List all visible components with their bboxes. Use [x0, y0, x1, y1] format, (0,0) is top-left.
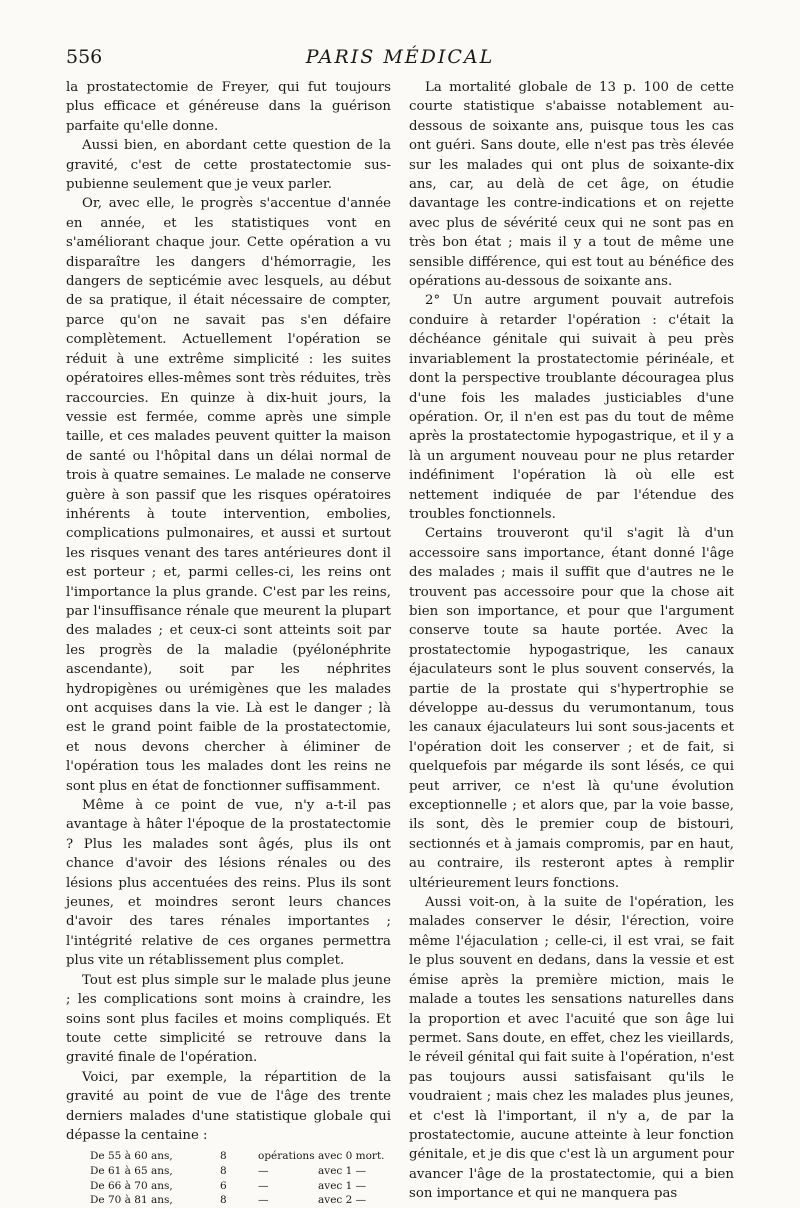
table-row: [90, 1193, 391, 1208]
operation-count: 8: [220, 1194, 227, 1207]
paragraph: Or, avec elle, le progrès s'accentue d'année en année, et les statistiques vont en s'améliorant chaque jour. Cette opération a vu disparaître les dangers d'hémorragie, les dangers de septicémie avec lesquels, au début de sa pratique, il était nécessaire de compter, parce qu'on ne savait pas s'en défaire complètement. Actuellement l'opération se réduit à une extrême simplicité : les suites opératoires elles-mêmes sont très réduites, très raccourcies. En quinze à dix-huit jours, la vessie est fermée, comme après une simple taille, et ces malades peuvent quitter la maison de santé ou l'hôpital dans un délai normal de trois à quatre semaines. Le malade ne conserve guère à son passif que les risques opératoires inhérents à toute intervention, embolies, complications pulmonaires, et aussi et surtout les risques venant des tares antérieures dont il est porteur ; et, parmi celles-ci, les reins ont l'importance la plus grande. C'est par les reins, par l'insuffisance rénale que meurent la plupart des malades ; et ceux-ci sont atteints soit par les progrès de la maladie (pyélonéphrite ascendante), soit par les néphrites hydropigènes ou urémigènes que les malades ont acquises dans la vie. Là est le danger ; là est le grand point faible de la prostatectomie, et nous devons chercher à éliminer de l'opération tous les malades dont les reins ne sont plus en état de fonctionner suffisamment.: [66, 196, 391, 794]
paragraph: Aussi voit-on, à la suite de l'opération, les malades conserver le désir, l'érection, voire même l'éjaculation ; celle-ci, il est vrai, se fait le plus souvent en dedans, dans la vessie et est émise après la première miction, mais le malade a toutes les sensations naturelles dans la proportion et avec l'acuité que son âge lui permet. Sans doute, en effet, chez les vieillards, le réveil génital qui fait suite à l'opération, n'est pas toujours aussi satisfaisant qu'ils le voudraient ; mais chez les malades plus jeunes, et c'est là l'important, il n'y a, de par la prostatectomie, aucune atteinte à leur fonction génitale, et je dis que c'est là un argument pour avancer l'âge de la prostatectomie, qui a bien son importance et qui ne manquera pas: [409, 895, 734, 1202]
operation-count: 6: [220, 1179, 227, 1192]
operation-label: —: [258, 1194, 269, 1207]
age-range: De 55 à 60 ans,: [90, 1150, 173, 1163]
left-column: [66, 78, 391, 1208]
death-count: avec 1 —: [318, 1179, 367, 1192]
table-row: [90, 1179, 391, 1194]
page-header: [66, 46, 734, 70]
age-statistics-table: [90, 1149, 391, 1207]
paragraph: La mortalité globale de 13 p. 100 de cette courte statistique s'abaisse notablement au-dessous de soixante ans, puisque tous les cas ont guéri. Sans doute, elle n'est pas très élevée sur les malades qui ont plus de soixante-dix ans, car, au delà de cet âge, on étudie davantage les contre-indications et on rejette avec plus de sévérité ceux qui ne sont pas en très bon état ; mais il y a tout de même une sensible différence, qui est tout au bénéfice des opérations au-dessous de soixante ans.: [409, 80, 734, 290]
table-row: [90, 1164, 391, 1179]
paragraph: la prostatectomie de Freyer, qui fut toujours plus efficace et généreuse dans la guérison parfaite qu'elle donne.: [66, 80, 391, 134]
operation-label: —: [258, 1164, 269, 1177]
paragraph: Tout est plus simple sur le malade plus jeune ; les complications sont moins à craindre, les soins sont plus faciles et moins compliqués. Et toute cette simplicité se retrouve dans la gravité finale de l'opération.: [66, 972, 391, 1066]
page-number: 556: [66, 46, 103, 68]
operation-label: —: [258, 1179, 269, 1192]
age-range: De 61 à 65 ans,: [90, 1164, 173, 1177]
table-row: [90, 1149, 391, 1164]
age-range: De 66 à 70 ans,: [90, 1179, 173, 1192]
operation-label: opérations: [258, 1150, 315, 1163]
death-count: avec 0 mort.: [318, 1150, 385, 1163]
journal-title: PARIS MÉDICAL: [305, 46, 495, 68]
death-count: avec 2 —: [318, 1194, 367, 1207]
operation-count: 8: [220, 1164, 227, 1177]
paragraph: Certains trouveront qu'il s'agit là d'un accessoire sans importance, étant donné l'âge des malades ; mais il suffit que d'autres ne le trouvent pas accessoire pour que la chose ait bien son importance, et pour que l'argument conserve toute sa haute portée. Avec la prostatectomie hypogastrique, les canaux éjaculateurs sont le plus souvent conservés, la partie de la prostate qui s'hypertrophie se développe au-dessus du verumontanum, tous les canaux éjaculateurs lui sont sous-jacents et l'opération doit les conserver ; et de fait, si quelquefois par mégarde ils sont lésés, ce qui peut arriver, ce n'est là qu'une évolution exceptionnelle ; et alors que, par la voie basse, ils sont, dès le premier coup de bistouri, sectionnés et à jamais compromis, par en haut, au contraire, ils resteront aptes à remplir ultérieurement leurs fonctions.: [409, 526, 734, 891]
age-range: De 70 à 81 ans,: [90, 1194, 173, 1207]
death-count: avec 1 —: [318, 1164, 367, 1177]
paragraph: Même à ce point de vue, n'y a-t-il pas avantage à hâter l'époque de la prostatectomie ? Plus les malades sont âgés, plus ils ont chance d'avoir des lésions rénales ou des lésions plus accentuées des reins. Plus ils sont jeunes, et moindres seront leurs chances d'avoir des tares rénales importantes ; l'intégrité relative de ces organes permettra plus vite un rétablissement plus complet.: [66, 798, 391, 969]
paragraph: Aussi bien, en abordant cette question de la gravité, c'est de cette prostatectomie sus-pubienne seulement que je veux parler.: [66, 138, 391, 193]
right-column: [409, 78, 734, 1204]
paragraph: 2° Un autre argument pouvait autrefois conduire à retarder l'opération : c'était la déchéance génitale qui suivait à peu près invariablement la prostatectomie périnéale, et dont la perspective troublante découragea plus d'une fois les malades justiciables d'une opération. Or, il n'en est pas du tout de même après la prostatectomie hypogastrique, et il y a là un argument nouveau pour ne plus retarder indéfiniment l'opération là où elle est nettement indiquée de par l'étendue des troubles fonctionnels.: [409, 293, 734, 522]
paragraph: Voici, par exemple, la répartition de la gravité au point de vue de l'âge des trente derniers malades d'une statistique globale qui dépasse la centaine :: [66, 1069, 391, 1143]
operation-count: 8: [220, 1150, 227, 1163]
